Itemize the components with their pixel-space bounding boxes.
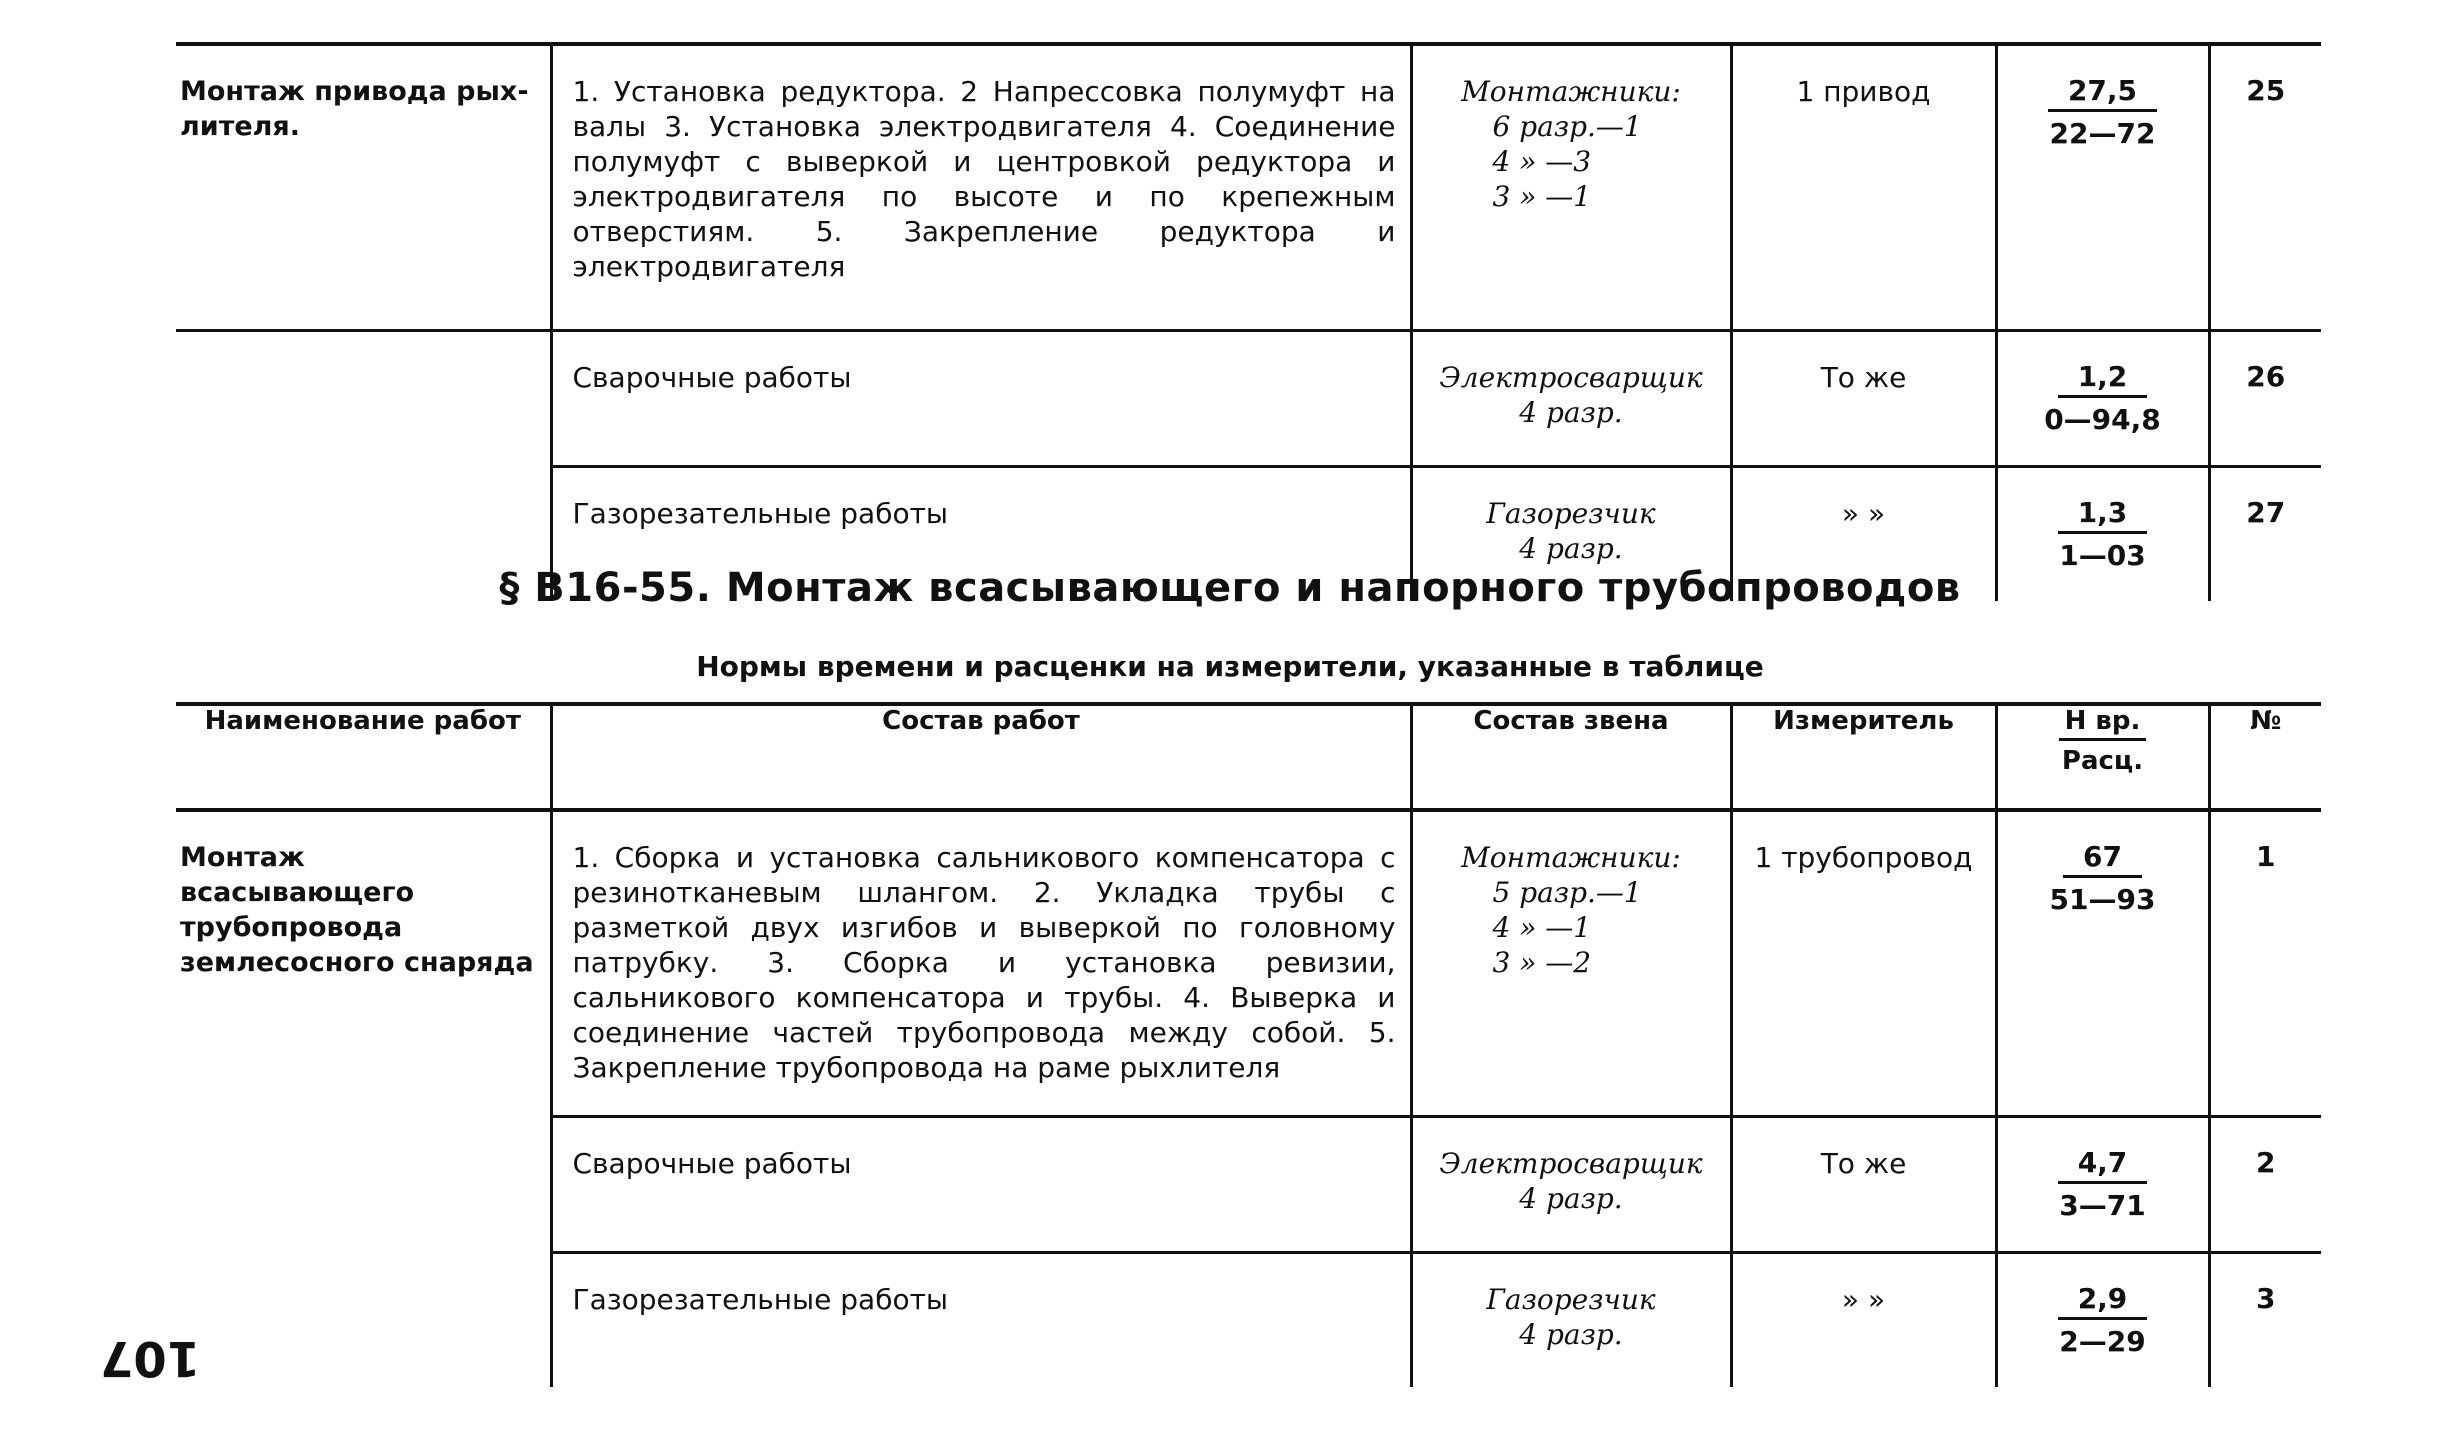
- crew-cell: [1411, 1253, 1731, 1388]
- work-name: Монтаж всасывающего трубопровода землесосного снаряда: [180, 842, 534, 978]
- work-name: Монтаж привода рых- лителя.: [180, 76, 529, 142]
- row-number: 27: [2209, 467, 2321, 602]
- work-name: [176, 1117, 551, 1253]
- unit-cell: То же: [1731, 1117, 1996, 1253]
- time-norm: 1,2: [2058, 361, 2148, 398]
- crew-title: Монтажники:: [1461, 75, 1681, 108]
- crew-line: 6 разр.—1: [1492, 110, 1642, 143]
- section-title: § В16-55. Монтаж всасывающего и напорного трубопроводов: [499, 565, 1961, 611]
- row-number: 1: [2209, 810, 2321, 1117]
- crew-title: Электросварщик: [1439, 361, 1703, 394]
- work-composition: 1. Сборка и установка сальникового компенсатора с резинотканевым шлангом. 2. Укладка трубы с разметкой двух изгибов и выверкой по головному патрубку. 3. Сборка и установка ревизии, сальникового компенсатора и трубы. 4. Выверка и соединение частей трубопровода между собой. 5. Закрепление трубопровода на раме рыхлителя: [551, 810, 1411, 1117]
- time-norm: 4,7: [2058, 1147, 2148, 1184]
- row-number: 25: [2209, 44, 2321, 331]
- table-row: [176, 1117, 2321, 1253]
- norm-rate-cell: [1996, 331, 2209, 467]
- table-row: [176, 810, 2321, 1117]
- rate-value: 1—03: [2059, 539, 2146, 572]
- norm-rate-cell: [1996, 44, 2209, 331]
- row-number: 3: [2209, 1253, 2321, 1388]
- rate-value: 3—71: [2059, 1189, 2146, 1222]
- time-norm: 27,5: [2048, 75, 2157, 112]
- crew-title: Газорезчик: [1486, 1283, 1656, 1316]
- crew-line: 4 » —3: [1492, 145, 1592, 178]
- norm-rate-cell: [1996, 1253, 2209, 1388]
- crew-line: 4 разр.: [1519, 396, 1623, 429]
- rate-value: 2—29: [2059, 1325, 2146, 1358]
- work-name: [176, 1253, 551, 1388]
- rate-value: 0—94,8: [2044, 403, 2161, 436]
- work-composition: Газорезательные работы: [551, 467, 1411, 602]
- unit-cell: » »: [1731, 1253, 1996, 1388]
- unit-cell: 1 трубопровод: [1731, 810, 1996, 1117]
- header-number: №: [2209, 704, 2321, 810]
- crew-cell: [1411, 44, 1731, 331]
- page-number: 107: [100, 1330, 201, 1386]
- time-norm: 1,3: [2058, 497, 2148, 534]
- unit-cell: 1 привод: [1731, 44, 1996, 331]
- table-row: [176, 1253, 2321, 1388]
- norm-rate-cell: [1996, 1117, 2209, 1253]
- work-composition: Сварочные работы: [551, 1117, 1411, 1253]
- crew-title: Электросварщик: [1439, 1147, 1703, 1180]
- crew-title: Газорезчик: [1486, 497, 1656, 530]
- row-number: 2: [2209, 1117, 2321, 1253]
- time-norm: 67: [2063, 841, 2142, 878]
- work-composition: 1. Установка редуктора. 2 Напрессовка полумуфт на валы 3. Установка электродвигателя 4. Соединение полумуфт с выверкой и центровкой редуктора и электродвигателя по высоте и по крепежным отверстиям. 5. Закрепление редуктора и электродвигателя: [551, 44, 1411, 331]
- crew-line: 5 разр.—1: [1492, 876, 1642, 909]
- crew-line: 3 » —2: [1492, 946, 1592, 979]
- table-row: [176, 331, 2321, 467]
- crew-line: 4 разр.: [1519, 1318, 1623, 1351]
- header-norm-rate: [1996, 704, 2209, 810]
- crew-line: 4 разр.: [1519, 1182, 1623, 1215]
- time-norm: 2,9: [2058, 1283, 2148, 1320]
- table-header-row: [176, 704, 2321, 810]
- unit-cell: » »: [1731, 467, 1996, 602]
- crew-title: Монтажники:: [1461, 841, 1681, 874]
- header-composition: Состав работ: [551, 704, 1411, 810]
- crew-line: 3 » —1: [1492, 180, 1592, 213]
- section-subtitle: Нормы времени и расценки на измерители, указанные в таблице: [696, 650, 1764, 683]
- crew-cell: [1411, 810, 1731, 1117]
- work-name: [176, 331, 551, 467]
- header-norm: Н вр.: [2059, 706, 2147, 741]
- norm-rate-cell: [1996, 810, 2209, 1117]
- crew-line: 4 разр.: [1519, 532, 1623, 565]
- rate-value: 51—93: [2049, 883, 2156, 916]
- header-name: Наименование работ: [176, 704, 551, 810]
- crew-cell: [1411, 331, 1731, 467]
- crew-line: 4 » —1: [1492, 911, 1592, 944]
- row-number: 26: [2209, 331, 2321, 467]
- table-row: [176, 44, 2321, 331]
- crew-cell: [1411, 1117, 1731, 1253]
- header-rate: Расц.: [2061, 746, 2144, 776]
- header-unit: Измеритель: [1731, 704, 1996, 810]
- header-crew: Состав звена: [1411, 704, 1731, 810]
- table-main: [176, 702, 2321, 1387]
- rate-value: 22—72: [2049, 117, 2156, 150]
- work-composition: Газорезательные работы: [551, 1253, 1411, 1388]
- unit-cell: То же: [1731, 331, 1996, 467]
- table-top: [176, 42, 2321, 601]
- work-composition: Сварочные работы: [551, 331, 1411, 467]
